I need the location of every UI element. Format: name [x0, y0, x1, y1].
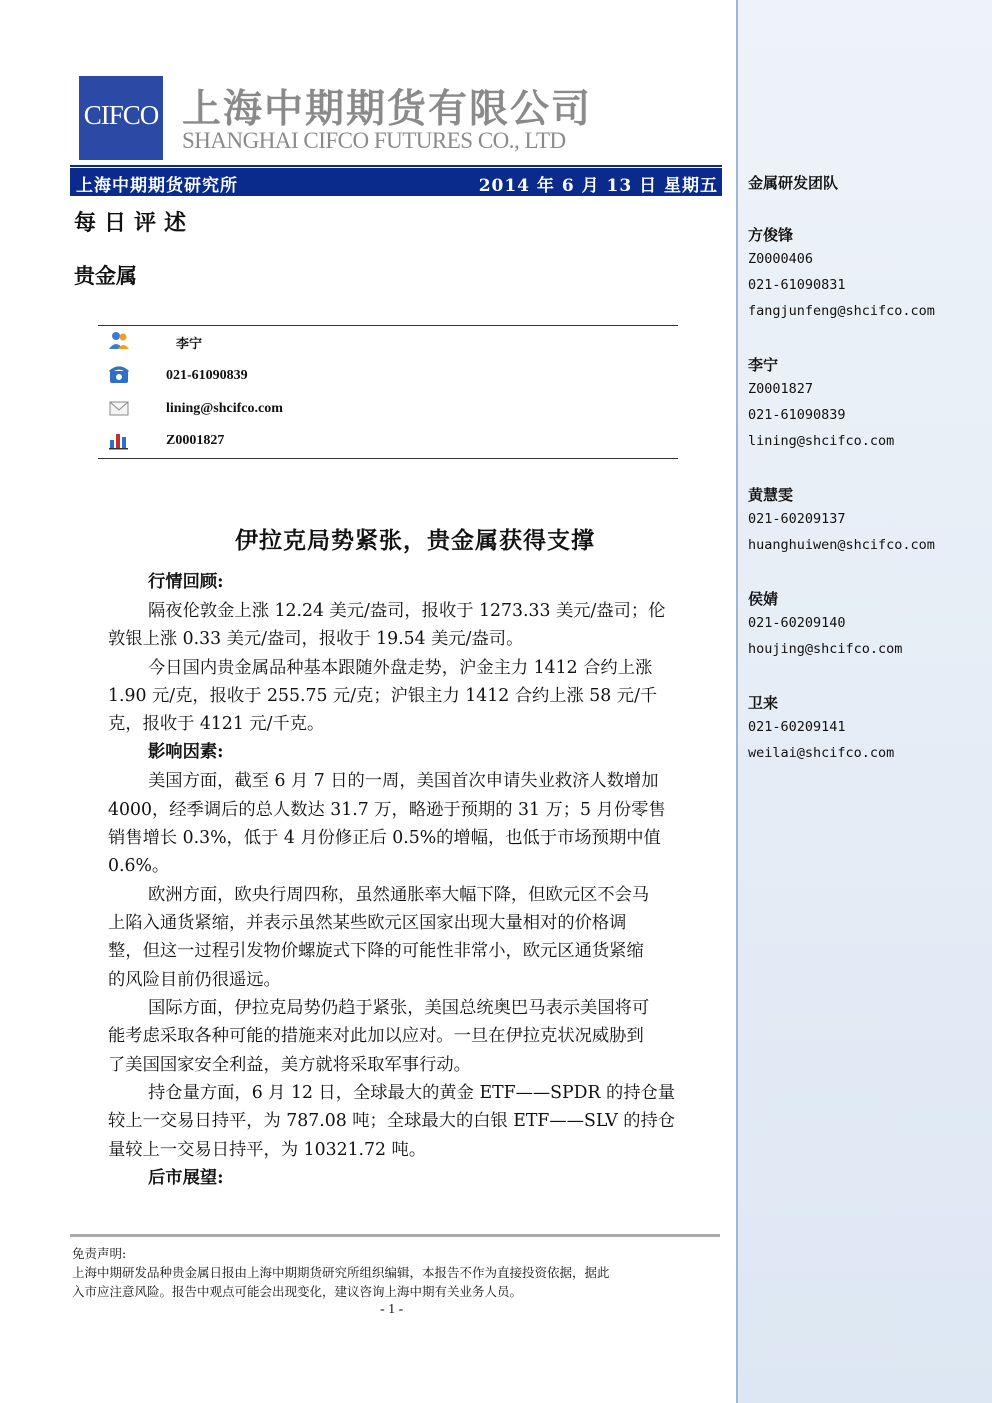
member-3-email[interactable]: huanghuiwen@shcifco.com [748, 537, 935, 553]
team-title: 金属研发团队 [748, 174, 839, 192]
member-5-email[interactable]: weilai@shcifco.com [748, 745, 895, 761]
page-number: - 1 - [380, 1302, 404, 1317]
telephone-icon [108, 365, 130, 385]
p3-line1: 美国方面，截至 6 月 7 日的一周，美国首次申请失业救济人数增加 [148, 771, 659, 791]
disclaimer-title: 免责声明: [72, 1246, 127, 1261]
contact-bottom-rule [98, 458, 678, 459]
member-1-license: Z0000406 [748, 251, 814, 267]
member-1-name: 方俊锋 [748, 226, 794, 244]
p4-line4: 的风险目前仍很遥远。 [108, 970, 281, 990]
heading-factors: 影响因素: [148, 742, 224, 762]
analyst-license: Z0001827 [166, 433, 225, 448]
report-section: 贵金属 [74, 263, 137, 288]
analyst-phone: 021-61090839 [166, 368, 248, 383]
p4-line2: 上陷入通货紧缩，并表示虽然某些欧元区国家出现大量相对的价格调 [108, 913, 627, 933]
member-4-phone: 021-60209140 [748, 615, 846, 631]
report-date: 2014 年 6 月 13 日 星期五 [478, 176, 718, 196]
member-2-license: Z0001827 [748, 381, 814, 397]
member-5-phone: 021-60209141 [748, 719, 846, 735]
person-icon [108, 330, 130, 350]
cifco-logo [79, 76, 163, 160]
member-2-name: 李宁 [748, 356, 779, 374]
member-1-phone: 021-61090831 [748, 277, 846, 293]
analyst-email[interactable]: lining@shcifco.com [166, 401, 283, 416]
member-3-phone: 021-60209137 [748, 511, 846, 527]
p2-line2: 1.90 元/克，报收于 255.75 元/克；沪银主力 1412 合约上涨 58 元/千 [108, 686, 658, 706]
member-4-name: 侯婧 [748, 590, 779, 608]
analyst-name: 李宁 [176, 337, 203, 352]
p6-line3: 量较上一交易日持平，为 10321.72 吨。 [108, 1140, 427, 1160]
p1-line1: 隔夜伦敦金上涨 12.24 美元/盎司，报收于 1273.33 美元/盎司；伦 [148, 601, 666, 621]
p3-line3: 销售增长 0.3%，低于 4 月份修正后 0.5%的增幅，也低于市场预期中值 [108, 828, 661, 848]
report-type: 每日评述 [74, 210, 195, 236]
header-bar-rule [70, 165, 722, 167]
institute-name: 上海中期期货研究所 [76, 176, 238, 196]
p6-line2: 较上一交易日持平，为 787.08 吨；全球最大的白银 ETF——SLV 的持仓 [108, 1111, 676, 1131]
member-5-name: 卫来 [748, 694, 779, 712]
p5-line3: 了美国国家安全利益，美方就将采取军事行动。 [108, 1055, 471, 1075]
heading-outlook: 后市展望: [148, 1168, 224, 1188]
heading-market-review: 行情回顾: [148, 572, 224, 592]
logo-text: CIFCO [83, 100, 159, 130]
p4-line1: 欧洲方面，欧央行周四称，虽然通胀率大幅下降，但欧元区不会马 [148, 885, 650, 905]
bar-chart-icon [108, 430, 130, 450]
header-bar [70, 168, 722, 196]
p3-line2: 4000，经季调后的总人数达 31.7 万，略逊于预期的 31 万；5 月份零售 [108, 800, 666, 820]
member-2-phone: 021-61090839 [748, 407, 846, 423]
member-3-name: 黄慧雯 [748, 486, 794, 504]
p5-line2: 能考虑采取各种可能的措施来对此加以应对。一旦在伊拉克状况威胁到 [108, 1026, 644, 1046]
p6-line1: 持仓量方面，6 月 12 日，全球最大的黄金 ETF——SPDR 的持仓量 [148, 1083, 676, 1103]
p4-line3: 整，但这一过程引发物价螺旋式下降的可能性非常小，欧元区通货紧缩 [108, 941, 644, 961]
envelope-icon [108, 398, 130, 418]
p3-line4: 0.6%。 [108, 856, 170, 876]
p2-line1: 今日国内贵金属品种基本跟随外盘走势，沪金主力 1412 合约上涨 [148, 658, 653, 678]
contact-top-rule [98, 325, 678, 326]
article-title: 伊拉克局势紧张，贵金属获得支撑 [235, 527, 595, 554]
member-2-email[interactable]: lining@shcifco.com [748, 433, 895, 449]
disclaimer-line1: 上海中期研发品种贵金属日报由上海中期期货研究所组织编辑，本报告不作为直接投资依据，据此 [72, 1265, 610, 1280]
p1-line2: 敦银上涨 0.33 美元/盎司，报收于 19.54 美元/盎司。 [108, 629, 524, 649]
p5-line1: 国际方面，伊拉克局势仍趋于紧张，美国总统奥巴马表示美国将可 [148, 998, 650, 1018]
footer-rule [70, 1234, 720, 1237]
member-4-email[interactable]: houjing@shcifco.com [748, 641, 903, 657]
company-name-cn: 上海中期期货有限公司 [182, 87, 593, 132]
member-1-email[interactable]: fangjunfeng@shcifco.com [748, 303, 935, 319]
disclaimer-line2: 入市应注意风险。报告中观点可能会出现变化，建议咨询上海中期有关业务人员。 [72, 1284, 523, 1299]
company-name-en: SHANGHAI CIFCO FUTURES CO., LTD [182, 128, 566, 153]
p2-line3: 克，报收于 4121 元/千克。 [108, 714, 325, 734]
